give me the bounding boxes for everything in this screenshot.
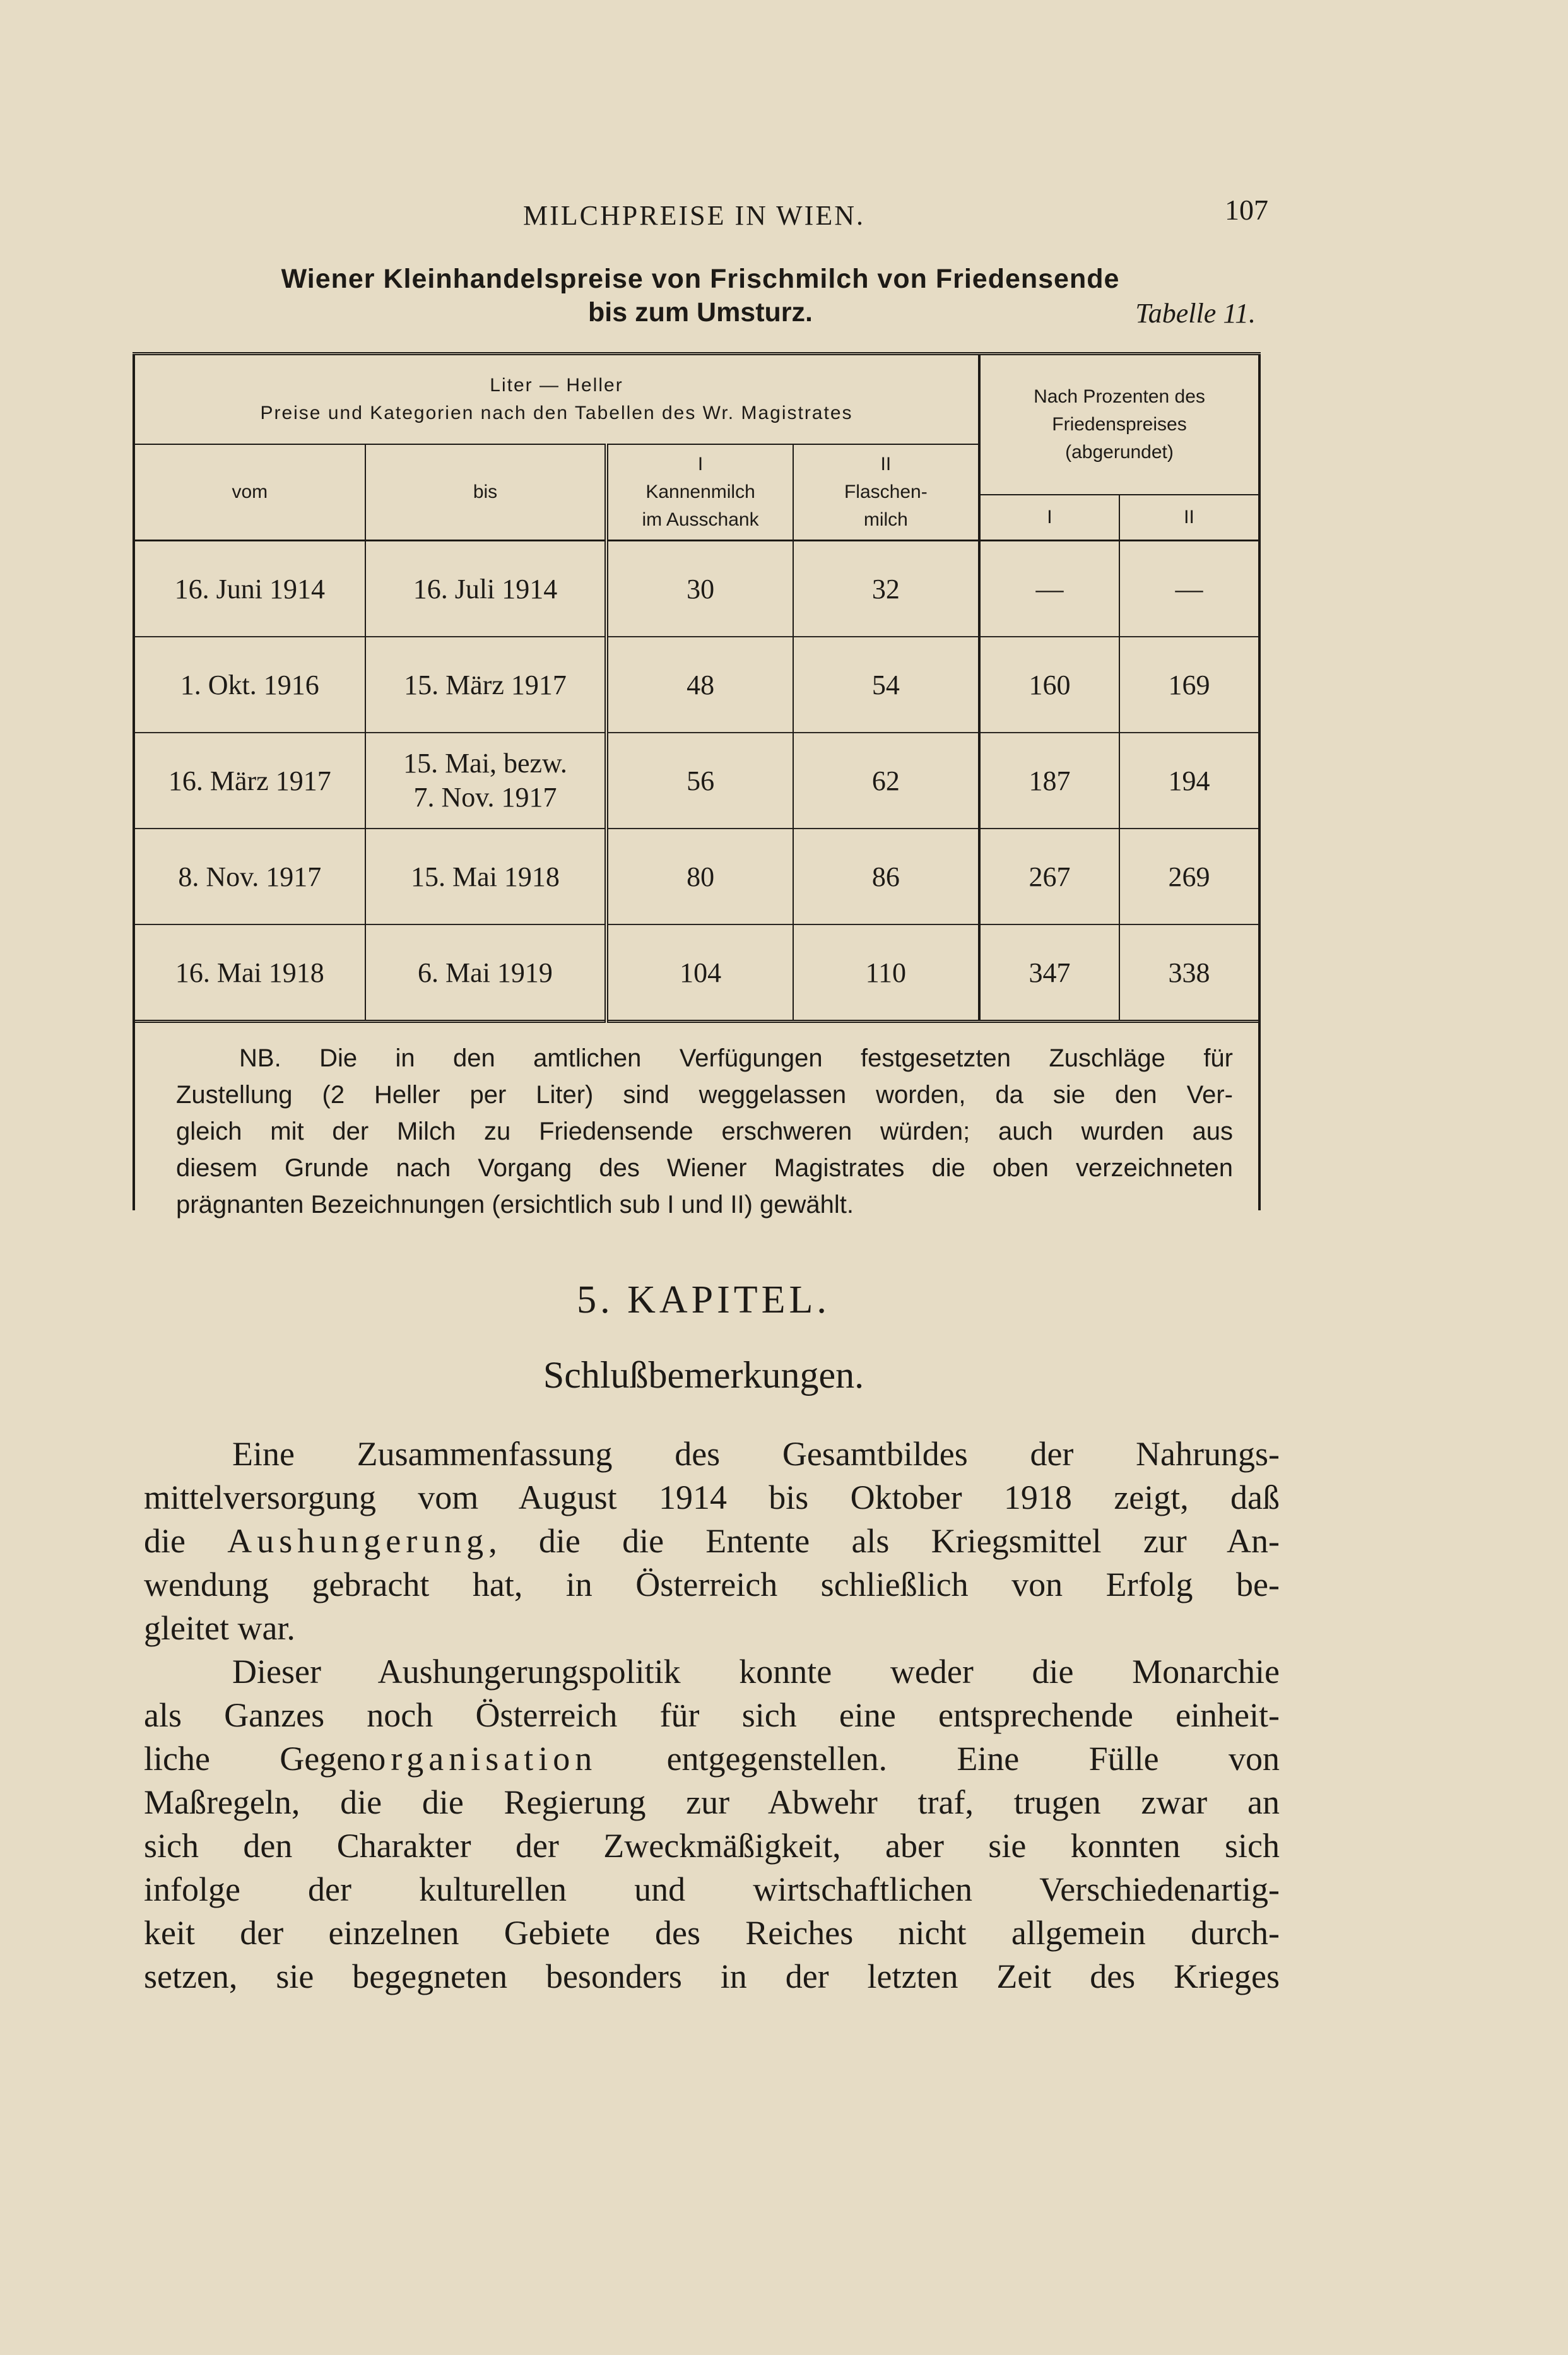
cell-bis-text: 15. Mai 1918 <box>411 861 560 892</box>
body-line: Dieser Aushungerungspolitik konnte weder die Monarchie <box>232 1653 1280 1691</box>
cell-bis-text: 7. Nov. 1917 <box>413 782 557 813</box>
cell-bis <box>365 637 607 733</box>
cell-vom: 8. Nov. 1917 <box>134 829 365 924</box>
page-number: 107 <box>1225 194 1268 226</box>
cell-bis-text: 6. Mai 1919 <box>418 957 553 988</box>
table-row <box>134 733 1259 829</box>
col-ii-label: milch <box>863 509 908 530</box>
header-percent-line: Friedenspreises <box>1052 414 1187 435</box>
cell-vom: 16. März 1917 <box>134 733 365 829</box>
col-vom: vom <box>134 444 365 541</box>
body-line: als Ganzes noch Österreich für sich eine entsprechende einheit- <box>144 1696 1280 1734</box>
cell-pct-ii: 194 <box>1119 733 1259 829</box>
caption-line-1: Wiener Kleinhandelspreise von Frischmilch von Friedensende <box>281 264 1120 294</box>
cell-pct-ii: — <box>1119 541 1259 637</box>
running-title: MILCHPREISE IN WIEN. <box>523 200 865 231</box>
body-fragment: , die die Entente als Kriegsmittel zur An- <box>488 1522 1280 1560</box>
cell-pct-i: 267 <box>979 829 1119 924</box>
milk-price-table <box>133 352 1261 1023</box>
note-line: Zustellung (2 Heller per Liter) sind weggelassen worden, da sie den Ver- <box>176 1081 1233 1109</box>
cell-price-i: 48 <box>606 637 793 733</box>
table-caption <box>139 264 1262 334</box>
body-fragment: liche Gegen <box>144 1740 369 1778</box>
body-line: wendung gebracht hat, in Österreich schließlich von Erfolg be- <box>144 1566 1280 1603</box>
body-line <box>144 1737 1280 1781</box>
cell-pct-i: 347 <box>979 924 1119 1022</box>
note-line: diesem Grunde nach Vorgang des Wiener Magistrates die oben verzeichneten <box>176 1154 1233 1182</box>
header-percent-line: (abgerundet) <box>1065 442 1174 463</box>
table-row <box>134 829 1259 924</box>
running-head <box>0 196 1568 233</box>
body-line: Maßregeln, die die Regierung zur Abwehr traf, trugen zwar an <box>144 1783 1280 1821</box>
cell-pct-ii: 269 <box>1119 829 1259 924</box>
emphasis-aushungerung: Aushungerung <box>227 1522 489 1560</box>
body-fragment: entgegenstellen. Eine Fülle von <box>597 1740 1280 1778</box>
col-i-label: Kannenmilch <box>645 481 755 502</box>
cell-bis-text: 15. Mai, bezw. <box>403 748 567 779</box>
cell-vom: 16. Juni 1914 <box>134 541 365 637</box>
col-flaschenmilch <box>793 444 979 541</box>
table-note <box>133 1002 1261 1219</box>
header-categories: Preise und Kategorien nach den Tabellen des Wr. Magistrates <box>260 403 853 423</box>
col-kannenmilch <box>606 444 793 541</box>
cell-pct-i: — <box>979 541 1119 637</box>
chapter-number: 5. KAPITEL. <box>577 1278 830 1321</box>
body-line: infolge der kulturellen und wirtschaftlichen Verschiedenartig- <box>144 1870 1280 1908</box>
cell-bis-text: 16. Juli 1914 <box>413 573 558 605</box>
body-line <box>144 1520 1280 1563</box>
cell-vom: 1. Okt. 1916 <box>134 637 365 733</box>
chapter-title: Schlußbemerkungen. <box>543 1354 864 1396</box>
col-i-label: im Ausschank <box>642 509 759 530</box>
cell-price-i: 30 <box>606 541 793 637</box>
cell-bis <box>365 733 607 829</box>
cell-pct-ii: 169 <box>1119 637 1259 733</box>
col-pct-i: I <box>979 495 1119 541</box>
body-line: setzen, sie begegneten besonders in der letzten Zeit des Krieges <box>144 1957 1280 1995</box>
body-line: keit der einzelnen Gebiete des Reiches nicht allgemein durch- <box>144 1914 1280 1952</box>
cell-pct-i: 160 <box>979 637 1119 733</box>
cell-price-ii: 32 <box>793 541 979 637</box>
header-prices <box>134 354 979 445</box>
note-line: NB. Die in den amtlichen Verfügungen festgesetzten Zuschläge für <box>239 1044 1233 1072</box>
note-line: prägnanten Bezeichnungen (ersichtlich sub I und II) gewählt. <box>176 1191 854 1219</box>
col-ii-label: Flaschen- <box>844 481 928 502</box>
table-label: Tabelle 11. <box>1135 298 1256 329</box>
col-i-number: I <box>697 454 704 475</box>
cell-price-i: 56 <box>606 733 793 829</box>
body-line: mittelversorgung vom August 1914 bis Oktober 1918 zeigt, daß <box>144 1479 1280 1516</box>
cell-pct-ii: 338 <box>1119 924 1259 1022</box>
cell-price-ii: 110 <box>793 924 979 1022</box>
body-line: gleitet war. <box>144 1609 295 1647</box>
table-frame <box>133 352 1262 1219</box>
col-bis: bis <box>365 444 607 541</box>
caption-line-2 <box>139 297 1262 334</box>
cell-pct-i: 187 <box>979 733 1119 829</box>
body-text <box>144 1432 1280 1998</box>
cell-price-ii: 62 <box>793 733 979 829</box>
cell-price-i: 104 <box>606 924 793 1022</box>
body-fragment: die <box>144 1522 186 1560</box>
cell-price-ii: 54 <box>793 637 979 733</box>
col-pct-ii: II <box>1119 495 1259 541</box>
cell-bis <box>365 541 607 637</box>
cell-bis-text: 15. März 1917 <box>404 669 567 700</box>
col-ii-number: II <box>880 454 892 475</box>
header-percent-line: Nach Prozenten des <box>1034 386 1205 407</box>
body-line: Eine Zusammenfassung des Gesamtbildes der Nahrungs- <box>232 1435 1280 1473</box>
caption-line-2-text: bis zum Umsturz. <box>588 297 813 328</box>
cell-price-i: 80 <box>606 829 793 924</box>
cell-price-ii: 86 <box>793 829 979 924</box>
emphasis-organisation: organisation <box>368 1740 598 1778</box>
note-line: gleich mit der Milch zu Friedensende erschweren würden; auch wurden aus <box>176 1118 1233 1145</box>
header-unit: Liter — Heller <box>490 375 623 396</box>
body-line: sich den Charakter der Zweckmäßigkeit, aber sie konnten sich <box>144 1827 1280 1865</box>
table-row <box>134 541 1259 637</box>
header-percent <box>979 354 1259 495</box>
table-row <box>134 637 1259 733</box>
cell-bis <box>365 829 607 924</box>
cell-vom: 16. Mai 1918 <box>134 924 365 1022</box>
